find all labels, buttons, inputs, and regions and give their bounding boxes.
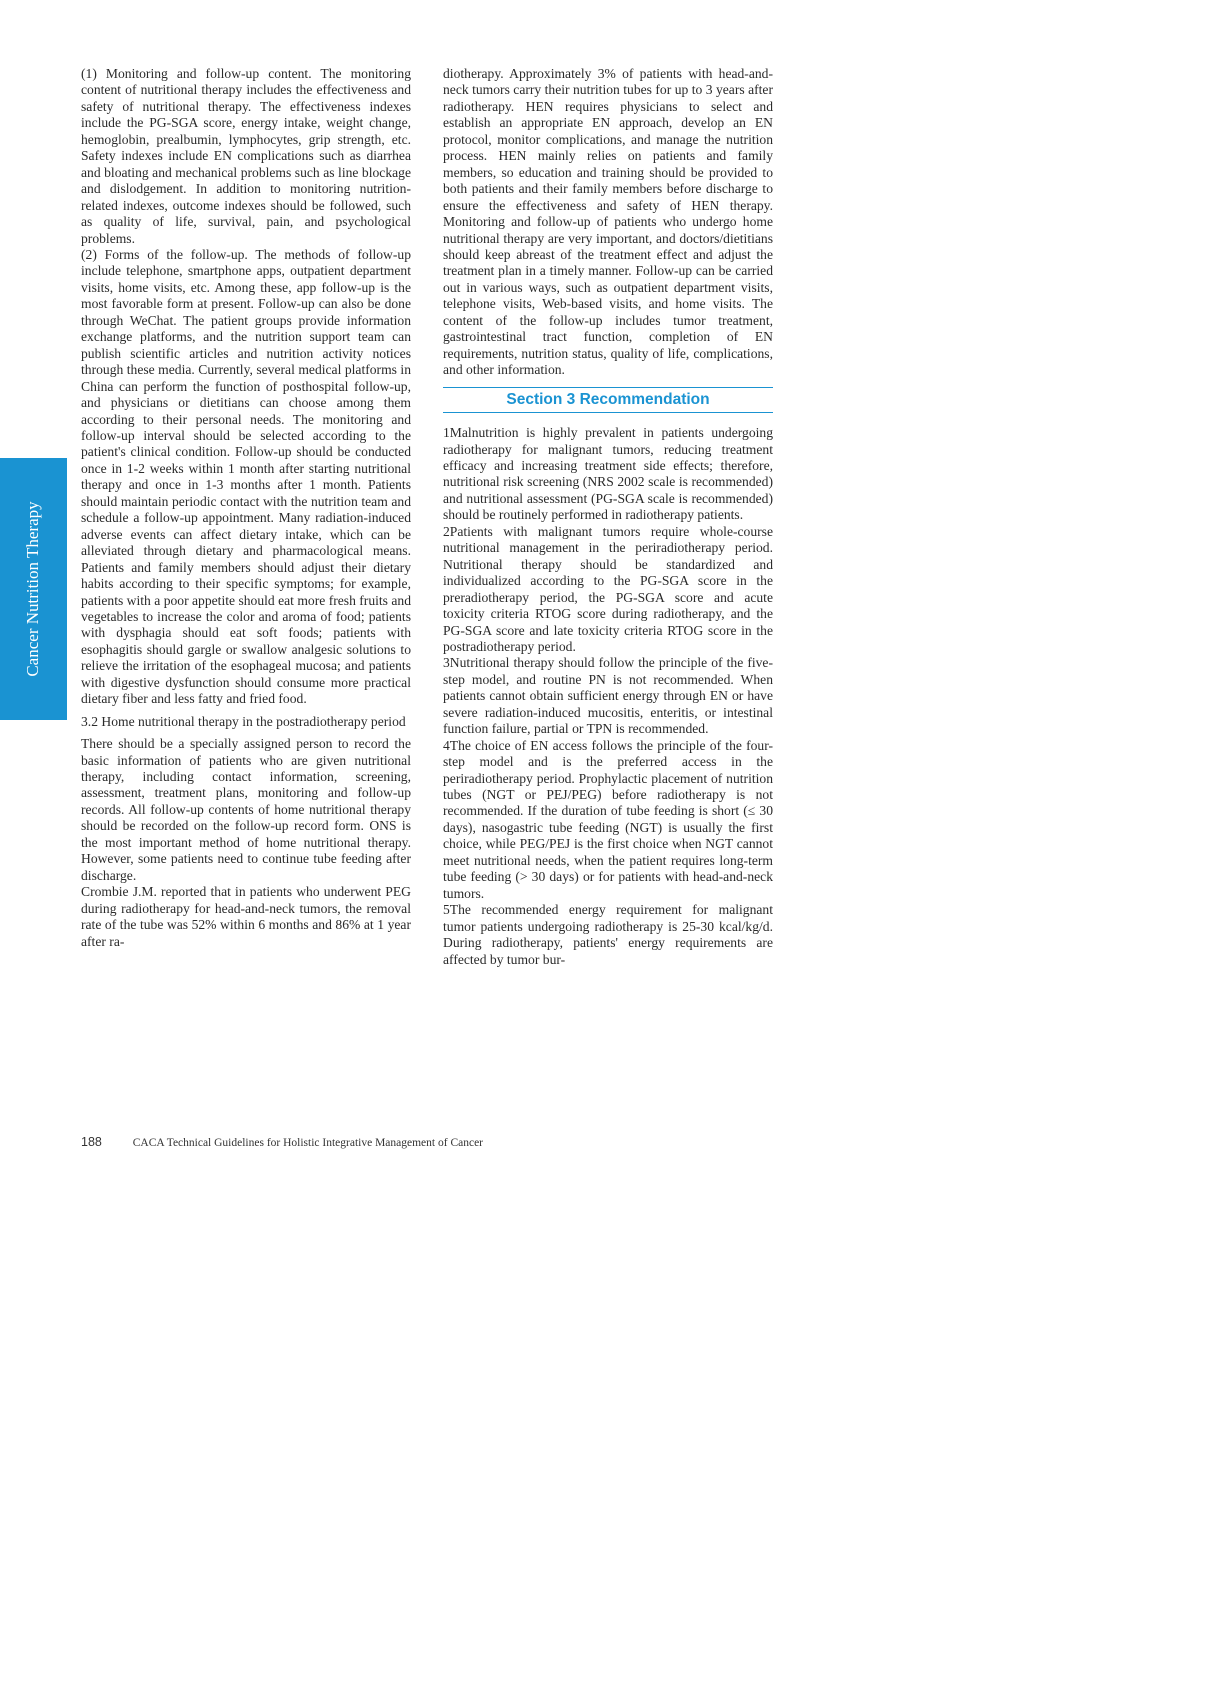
recommendation-item: 3Nutritional therapy should follow the principle of the five-step model, and routine PN is not recommended. When patients cannot obtain sufficient energy through EN or have severe radiation-induced mucositis, enteritis, or intestinal function failure, partial or TPN is recommended. bbox=[443, 655, 773, 737]
left-column bbox=[81, 66, 411, 950]
recommendation-item: 2Patients with malignant tumors require whole-course nutritional management in the periradiotherapy period. Nutritional therapy should be standardized and individualized according to the PG-SGA score in the preradiotherapy period, the PG-SGA score and acute toxicity criteria RTOG score during radiotherapy, and the PG-SGA score and late toxicity criteria RTOG score in the postradiotherapy period. bbox=[443, 523, 773, 654]
side-tab-label: Cancer Nutrition Therapy bbox=[23, 501, 42, 677]
section-heading: Section 3 Recommendation bbox=[443, 387, 773, 413]
side-tab bbox=[0, 458, 67, 720]
paragraph: diotherapy. Approximately 3% of patients with head-and-neck tumors carry their nutrition tubes for up to 3 years after radiotherapy. HEN requires physicians to select and establish an appropriate EN approach, develop an EN protocol, monitor complications, and manage the nutrition process. HEN mainly relies on patients and family members, so education and training should be provided to both patients and their family members before discharge to ensure the effectiveness and safety of HEN therapy. Monitoring and follow-up of patients who undergo home nutritional therapy are very important, and doctors/dietitians should keep abreast of the treatment effect and adjust the treatment plan in a timely manner. Follow-up can be carried out in various ways, such as outpatient department visits, telephone visits, Web-based visits, and home visits. The content of the follow-up includes tumor treatment, gastrointestinal tract function, completion of EN requirements, nutrition status, quality of life, complications, and other information. bbox=[443, 66, 773, 378]
page-number: 188 bbox=[81, 1135, 102, 1149]
right-column bbox=[443, 66, 773, 968]
paragraph: (2) Forms of the follow-up. The methods of follow-up include telephone, smartphone apps, outpatient department visits, home visits, etc. Among these, app follow-up is the most favorable form at present. Follow-up can also be done through WeChat. The patient groups provide information exchange platforms, and the nutrition support team can publish scientific articles and nutrition activity notices through these media. Currently, several medical platforms in China can perform the function of posthospital follow-up, and physicians or dietitians can choose among them according to their personal needs. The monitoring and follow-up interval should be selected according to the patient's clinical condition. Follow-up should be conducted once in 1-2 weeks within 1 month after starting nutritional therapy and once in 1-3 months after 1 month. Patients should maintain periodic contact with the nutrition team and schedule a follow-up appointment. Many radiation-induced adverse events can affect dietary intake, which can be alleviated through dietary and pharmacological means. Patients and family members should adjust their dietary habits according to their specific symptoms; for example, patients with a poor appetite should eat more fresh fruits and vegetables to increase the color and aroma of food; patients with dysphagia should eat soft foods; patients with esophagitis should gargle or swallow analgesic solutions to relieve the irritation of the esophageal mucosa; and patients with digestive dysfunction should consume more practical dietary fiber and less fatty and fried food. bbox=[81, 246, 411, 707]
footer-title: CACA Technical Guidelines for Holistic Integrative Management of Cancer bbox=[132, 1137, 484, 1149]
recommendation-item: 4The choice of EN access follows the principle of the four-step model and is the preferred access in the periradiotherapy period. Prophylactic placement of nutrition tubes (NGT or PEJ/PEG) before radiotherapy is not recommended. If the duration of tube feeding is short (≤ 30 days), nasogastric tube feeding (NGT) is usually the first choice, while PEG/PEJ is the first choice when NGT cannot meet nutritional needs, when the patient requires long-term tube feeding (> 30 days) or for patients with head-and-neck tumors. bbox=[443, 737, 773, 901]
paragraph: There should be a specially assigned person to record the basic information of patients who are given nutritional therapy, including contact information, screening, assessment, treatment plans, monitoring and follow-up records. All follow-up contents of home nutritional therapy should be recorded on the follow-up record form. ONS is the most important method of home nutritional therapy. However, some patients need to continue tube feeding after discharge. bbox=[81, 736, 411, 883]
page-footer bbox=[81, 1135, 483, 1149]
recommendation-item: 1Malnutrition is highly prevalent in patients undergoing radiotherapy for malignant tumors, reducing treatment efficacy and increasing treatment side effects; therefore, nutritional risk screening (NRS 2002 scale is recommended) and nutritional assessment (PG-SGA scale is recommended) should be routinely performed in radiotherapy patients. bbox=[443, 425, 773, 523]
subsection-heading: 3.2 Home nutritional therapy in the postradiotherapy period bbox=[81, 713, 406, 729]
recommendation-item: 5The recommended energy requirement for malignant tumor patients undergoing radiotherapy is 25-30 kcal/kg/d. During radiotherapy, patients' energy requirements are affected by tumor bur- bbox=[443, 902, 773, 967]
paragraph: Crombie J.M. reported that in patients who underwent PEG during radiotherapy for head-and-neck tumors, the removal rate of the tube was 52% within 6 months and 86% at 1 year after ra- bbox=[81, 884, 411, 949]
paragraph: (1) Monitoring and follow-up content. The monitoring content of nutritional therapy includes the effectiveness and safety of nutritional therapy. The effectiveness indexes include the PG-SGA score, energy intake, weight change, hemoglobin, prealbumin, lymphocytes, grip strength, etc. Safety indexes include EN complications such as diarrhea and bloating and mechanical problems such as line blockage and dislodgement. In addition to monitoring nutrition-related indexes, outcome indexes should be followed, such as quality of life, survival, pain, and psychological problems. bbox=[81, 66, 411, 246]
